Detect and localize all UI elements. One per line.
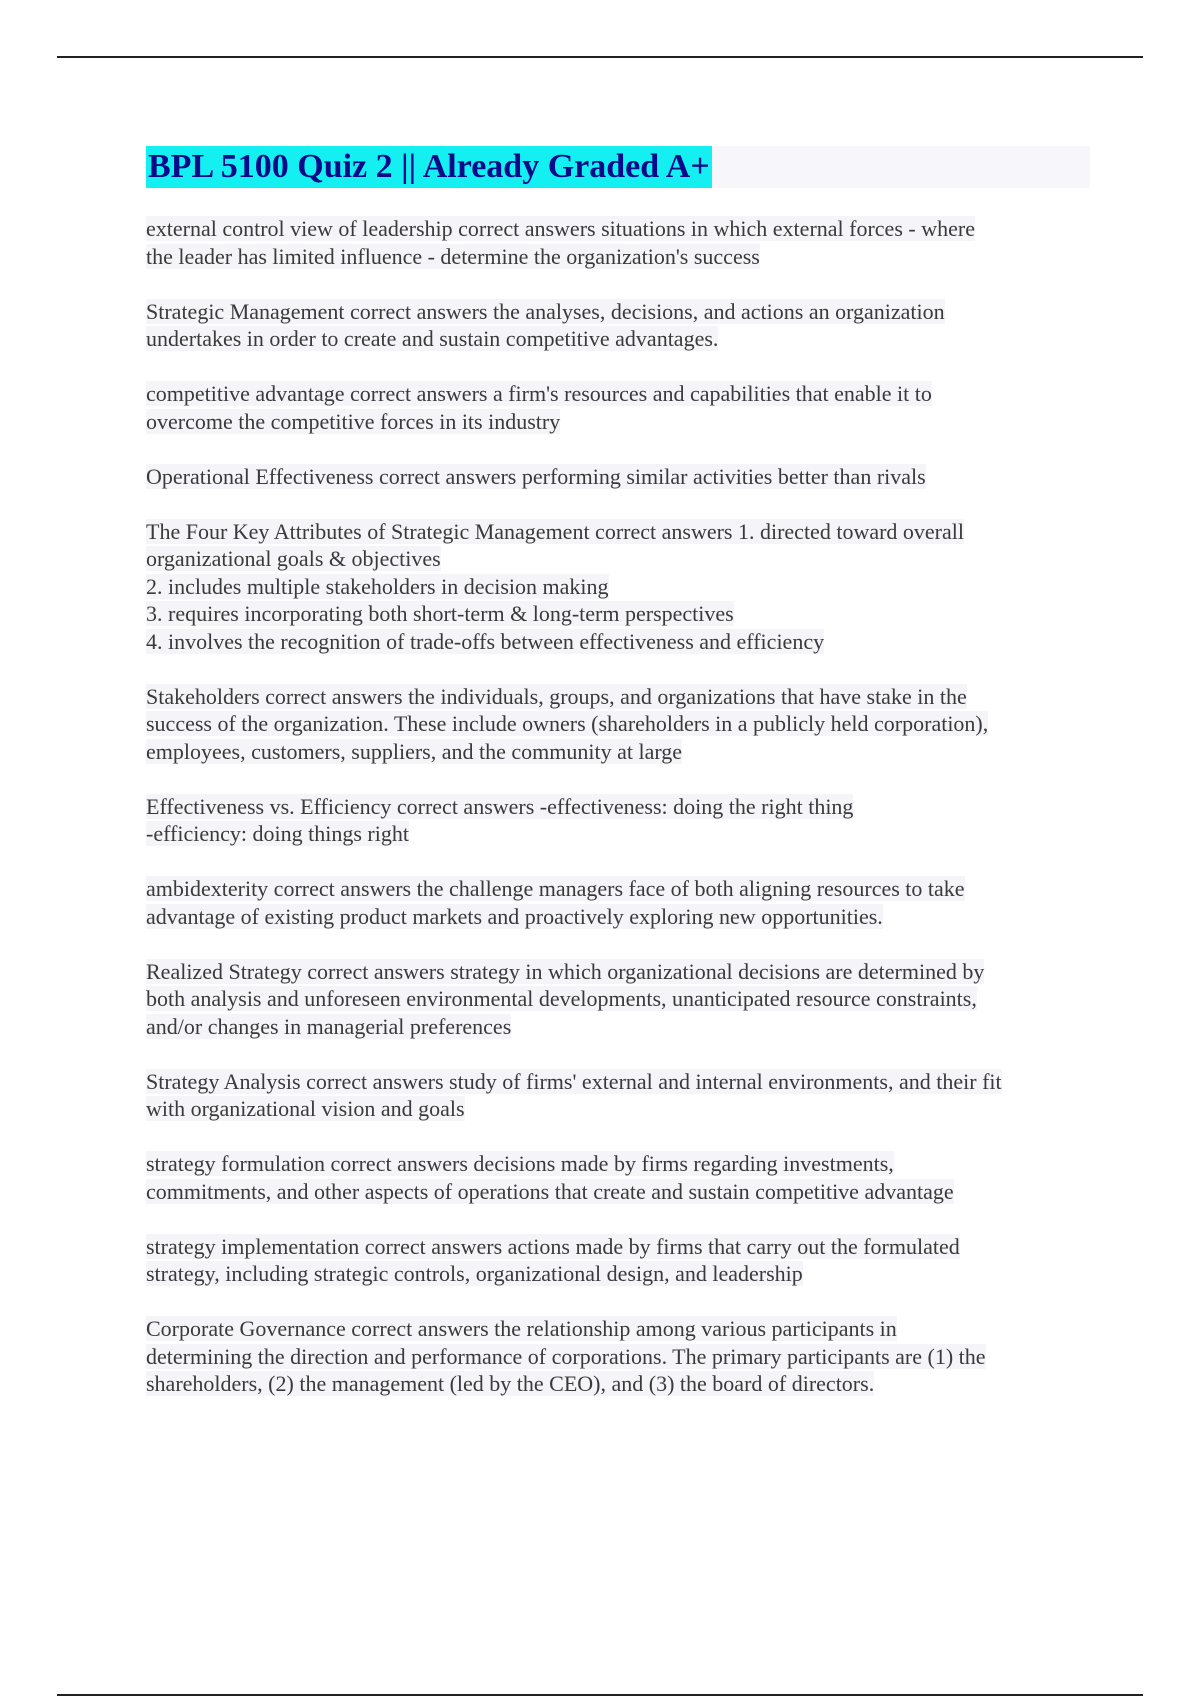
qa-entry (146, 958, 1096, 1041)
text-line (146, 325, 1096, 353)
text-line-content: shareholders, (2) the management (led by the CEO), and (3) the board of directors. (146, 1371, 875, 1396)
text-line (146, 215, 1096, 243)
text-line (146, 380, 1096, 408)
text-line (146, 243, 1096, 271)
text-line-content: organizational goals & objectives (146, 546, 441, 571)
text-line (146, 985, 1096, 1013)
qa-entry (146, 683, 1096, 766)
page-title: BPL 5100 Quiz 2 || Already Graded A+ (146, 146, 712, 188)
text-line-content: Corporate Governance correct answers the relationship among various participants in (146, 1316, 897, 1341)
text-line-content: with organizational vision and goals (146, 1096, 465, 1121)
text-line (146, 1095, 1096, 1123)
text-line (146, 545, 1096, 573)
text-line-content: Realized Strategy correct answers strategy in which organizational decisions are determined by (146, 958, 985, 984)
text-line-content: Strategy Analysis correct answers study of firms' external and internal environments, and their fit (146, 1068, 1002, 1094)
text-line (146, 1233, 1096, 1261)
qa-list (146, 215, 1096, 1425)
qa-entry (146, 1315, 1096, 1398)
text-line-content: strategy formulation correct answers decisions made by firms regarding investments, (146, 1151, 894, 1176)
text-line-content: 2. includes multiple stakeholders in decision making (146, 573, 609, 599)
text-line (146, 1370, 1096, 1398)
qa-entry (146, 298, 1096, 353)
qa-entry (146, 518, 1096, 656)
text-line-content: advantage of existing product markets and proactively exploring new opportunities. (146, 903, 883, 929)
text-line (146, 298, 1096, 326)
text-line-content: ambidexterity correct answers the challenge managers face of both aligning resources to take (146, 876, 965, 901)
qa-entry (146, 1068, 1096, 1123)
text-line (146, 1178, 1096, 1206)
qa-entry (146, 793, 1096, 848)
text-line-content: strategy implementation correct answers actions made by firms that carry out the formulated (146, 1233, 960, 1259)
text-line-content: 4. involves the recognition of trade-offs between effectiveness and efficiency (146, 628, 825, 654)
text-line (146, 875, 1096, 903)
qa-entry (146, 875, 1096, 930)
text-line-content: -efficiency: doing things right (146, 821, 409, 846)
text-line (146, 903, 1096, 931)
text-line (146, 463, 1096, 491)
text-line (146, 573, 1096, 601)
text-line-content: Strategic Management correct answers the analyses, decisions, and actions an organization (146, 298, 945, 324)
text-line-content: commitments, and other aspects of operations that create and sustain competitive advantage (146, 1178, 954, 1204)
text-line-content: The Four Key Attributes of Strategic Management correct answers 1. directed toward overall (146, 518, 964, 544)
top-rule (57, 56, 1143, 58)
qa-entry (146, 380, 1096, 435)
text-line (146, 600, 1096, 628)
qa-entry (146, 215, 1096, 270)
text-line (146, 1013, 1096, 1041)
text-line (146, 683, 1096, 711)
bottom-rule (57, 1694, 1143, 1696)
text-line (146, 793, 1096, 821)
text-line (146, 1150, 1096, 1178)
text-line-content: overcome the competitive forces in its industry (146, 408, 561, 434)
text-line (146, 958, 1096, 986)
text-line-content: Operational Effectiveness correct answers performing similar activities better than rivals (146, 463, 926, 489)
text-line (146, 628, 1096, 656)
text-line (146, 1315, 1096, 1343)
text-line-content: the leader has limited influence - determine the organization's success (146, 243, 760, 269)
text-line-content: competitive advantage correct answers a firm's resources and capabilities that enable it to (146, 381, 932, 406)
text-line-content: employees, customers, suppliers, and the community at large (146, 738, 683, 764)
qa-entry (146, 1233, 1096, 1288)
qa-entry (146, 1150, 1096, 1205)
text-line (146, 710, 1096, 738)
text-line-content: undertakes in order to create and sustain competitive advantages. (146, 326, 719, 351)
text-line-content: 3. requires incorporating both short-term & long-term perspectives (146, 601, 734, 626)
text-line-content: determining the direction and performance of corporations. The primary participants are (1) the (146, 1343, 986, 1369)
text-line-content: strategy, including strategic controls, organizational design, and leadership (146, 1261, 803, 1286)
text-line-content: success of the organization. These include owners (shareholders in a publicly held corporation), (146, 711, 989, 736)
text-line (146, 738, 1096, 766)
text-line-content: Stakeholders correct answers the individuals, groups, and organizations that have stake in the (146, 683, 967, 709)
text-line-content: external control view of leadership correct answers situations in which external forces - where (146, 216, 975, 241)
text-line (146, 1068, 1096, 1096)
text-line (146, 1260, 1096, 1288)
text-line-content: Effectiveness vs. Efficiency correct answers -effectiveness: doing the right thing (146, 793, 854, 819)
text-line-content: both analysis and unforeseen environmental developments, unanticipated resource constraints, (146, 986, 977, 1011)
text-line (146, 820, 1096, 848)
text-line (146, 408, 1096, 436)
text-line (146, 1343, 1096, 1371)
text-line-content: and/or changes in managerial preferences (146, 1013, 512, 1039)
qa-entry (146, 463, 1096, 491)
text-line (146, 518, 1096, 546)
